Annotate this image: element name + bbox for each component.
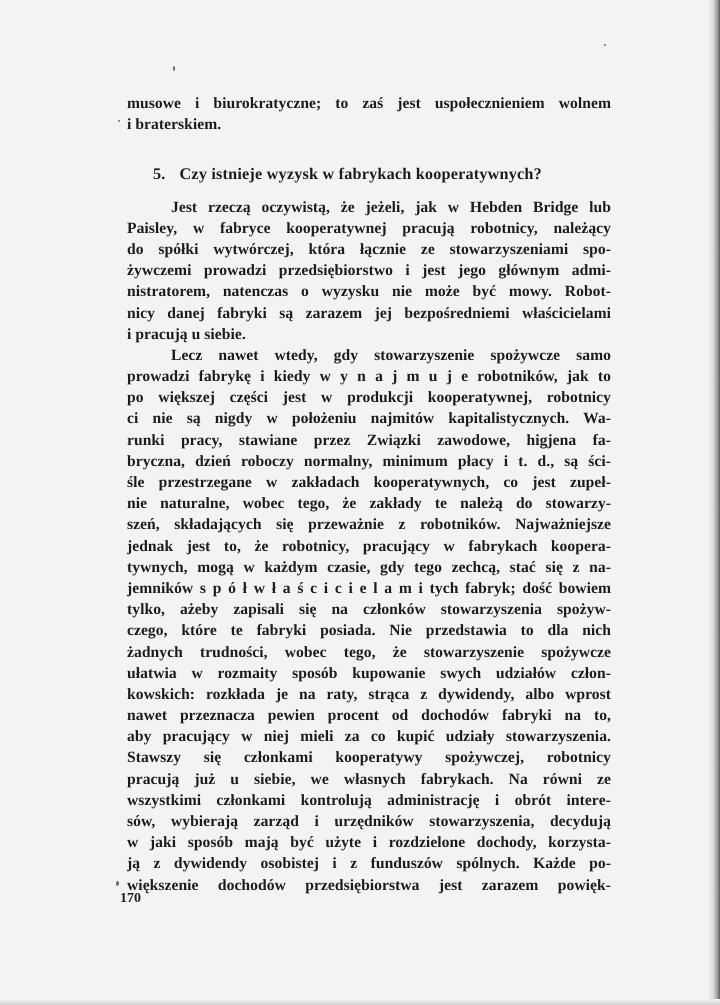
text-line: ci nie są nigdy w położeniu najmitów kapitalistycznych. Wa-: [127, 410, 611, 428]
text-line: nicy danej fabryki są zarazem jej bezpośredniemi właścicielami: [127, 304, 611, 322]
text-line: jemników s p ó ł w ł a ś c i c i e l a m i tych fabryk; dość bowiem: [127, 579, 611, 597]
text-line: żadnych trudności, wobec tego, że stowarzyszenie spożywcze: [127, 643, 611, 661]
text-line: pracują już u siebie, we własnych fabrykach. Na równi ze: [127, 770, 611, 788]
text-line: aby pracujący w niej mieli za co kupić udziały stowarzyszenia.: [127, 728, 611, 746]
paragraph-2: [127, 345, 611, 896]
text-line: prowadzi fabrykę i kiedy w y n a j m u j e robotników, jak to: [127, 368, 611, 386]
text-line: śle przestrzegane w zakładach kooperatywnych, co jest zupeł-: [127, 474, 611, 492]
print-speck: [116, 881, 119, 886]
print-speck: [604, 44, 606, 46]
text-line: bryczna, dzień roboczy normalny, minimum płacy i t. d., są ści-: [127, 452, 611, 470]
text-line: nistratorem, natenczas o wyzysku nie może być mowy. Robot-: [127, 283, 611, 301]
page-bottom-shadow: [0, 999, 720, 1005]
text-line: nawet przeznacza pewien procent od dochodów fabryki na to,: [127, 707, 611, 725]
text-line: szeń, składających się przeważnie z robotników. Najważniejsze: [127, 516, 611, 534]
page-edge-shadow: [708, 0, 720, 1005]
text-line: wszystkimi członkami kontrolują administrację i obrót interе-: [127, 791, 611, 809]
text-line: ułatwia w rozmaity sposób kupowanie swych udziałów człon-: [127, 664, 611, 682]
text-line: musowe i biurokratyczne; to zaś jest uspołecznieniem wolnem: [127, 95, 611, 112]
text-line: żywczemi prowadzi przedsiębiorstwo i jest jego głównym admi-: [127, 262, 611, 280]
text-line: i pracują u siebie.: [127, 325, 246, 343]
page-number: 170: [120, 891, 141, 906]
text-line: w jaki sposób mają być użyte i rozdzielone dochody, korzysta-: [127, 834, 611, 852]
text-line: jednak jest to, że robotnicy, pracujący w fabrykach koopera-: [127, 537, 611, 555]
text-line: sów, wybierają zarząd i urzędników stowarzyszenia, decydują: [127, 813, 611, 831]
text-line: kowskich: rozkłada je na raty, strąca z dywidendy, albo wprost: [127, 685, 611, 703]
text-line: nie naturalne, wobec tego, że zakłady te należą do stowarzy-: [127, 495, 611, 513]
text-line: po większej części jest w produkcji kooperatywnej, robotnicy: [127, 389, 611, 407]
print-speck: [118, 120, 120, 122]
text-line: tylko, ażeby zapisali się na członków stowarzyszenia spożyw-: [127, 601, 611, 619]
text-line: czego, które te fabryki posiada. Nie przedstawia to dla nich: [127, 622, 611, 640]
text-line: Stawszy się członkami kooperatywy spożywczej, robotnicy: [127, 749, 611, 767]
text-line: Paisley, w fabryce kooperatywnej pracują robotnicy, należący: [127, 219, 611, 237]
text-line: do spółki wytwórczej, która łącznie ze stowarzyszeniami spo-: [127, 240, 611, 258]
text-line: tywnych, mogą w każdym czasie, gdy tego zechcą, stać się z na-: [127, 558, 611, 576]
print-speck: [173, 66, 175, 71]
text-line: Jest rzeczą oczywistą, że jeżeli, jak w Hebden Bridge lub: [171, 198, 611, 216]
text-line: ją z dywidendy osobistej i z funduszów spólnych. Każde po-: [127, 855, 611, 873]
text-line: i braterskiem.: [127, 116, 222, 134]
section-title: Czy istnieje wyzysk w fabrykach kooperatywnych?: [179, 165, 542, 184]
section-number: 5.: [153, 165, 166, 184]
text-line: większenie dochodów przedsiębiorstwa jest zarazem powięk-: [127, 876, 611, 894]
text-line: Lecz nawet wtedy, gdy stowarzyszenie spożywcze samo: [171, 346, 611, 364]
text-line: runki pracy, stawiane przez Związki zawodowe, higjena fa-: [127, 431, 611, 449]
paragraph-1: [127, 197, 611, 345]
section-heading: [127, 164, 611, 185]
page-body-text: [127, 93, 611, 896]
